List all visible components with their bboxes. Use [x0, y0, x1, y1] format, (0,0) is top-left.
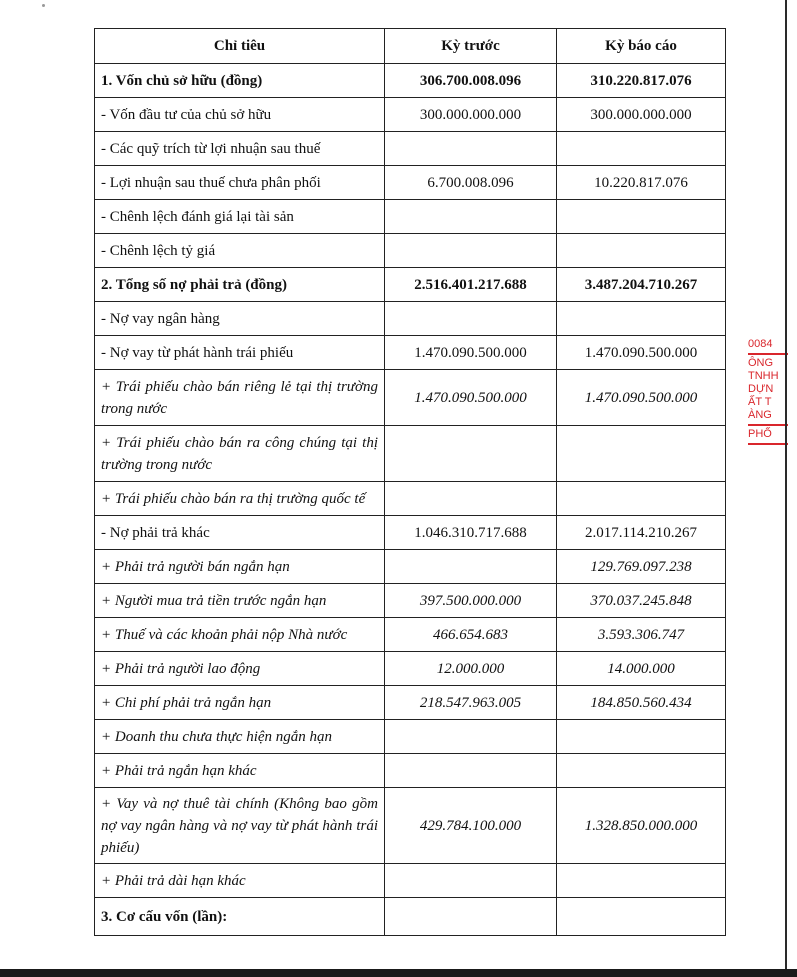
table-row	[95, 132, 726, 166]
reporting-period-value: 3.487.204.710.267	[557, 268, 726, 302]
reporting-period-value: 129.769.097.238	[557, 550, 726, 584]
previous-period-value	[385, 132, 557, 166]
row-label: + Chi phí phải trả ngắn hạn	[95, 686, 385, 720]
previous-period-value: 2.516.401.217.688	[385, 268, 557, 302]
reporting-period-value: 14.000.000	[557, 652, 726, 686]
table-row	[95, 516, 726, 550]
previous-period-value	[385, 550, 557, 584]
previous-period-value	[385, 302, 557, 336]
table-body	[95, 64, 726, 936]
table-header-row	[95, 29, 726, 64]
previous-period-value	[385, 754, 557, 788]
header-previous-period: Kỳ trước	[385, 29, 557, 64]
table-row	[95, 898, 726, 936]
row-label: - Lợi nhuận sau thuế chưa phân phối	[95, 166, 385, 200]
red-seal-stamp	[748, 338, 788, 478]
row-label: + Người mua trả tiền trước ngắn hạn	[95, 584, 385, 618]
row-label: + Doanh thu chưa thực hiện ngắn hạn	[95, 720, 385, 754]
reporting-period-value	[557, 234, 726, 268]
previous-period-value: 1.470.090.500.000	[385, 336, 557, 370]
table-row	[95, 426, 726, 482]
stamp-line: ÀNG	[748, 409, 772, 421]
header-indicator: Chỉ tiêu	[95, 29, 385, 64]
table-row	[95, 618, 726, 652]
row-label: 3. Cơ cấu vốn (lần):	[95, 898, 385, 936]
row-label: - Nợ vay từ phát hành trái phiếu	[95, 336, 385, 370]
reporting-period-value: 1.470.090.500.000	[557, 336, 726, 370]
previous-period-value	[385, 482, 557, 516]
row-label: - Chênh lệch tỷ giá	[95, 234, 385, 268]
reporting-period-value	[557, 754, 726, 788]
table-row	[95, 720, 726, 754]
previous-period-value	[385, 234, 557, 268]
stamp-line: PHỐ	[748, 428, 772, 440]
reporting-period-value	[557, 132, 726, 166]
row-label: + Phải trả người bán ngắn hạn	[95, 550, 385, 584]
table-row	[95, 64, 726, 98]
row-label: 2. Tổng số nợ phải trả (đồng)	[95, 268, 385, 302]
table-row	[95, 550, 726, 584]
table-row	[95, 166, 726, 200]
row-label: + Phải trả ngắn hạn khác	[95, 754, 385, 788]
reporting-period-value: 300.000.000.000	[557, 98, 726, 132]
reporting-period-value: 370.037.245.848	[557, 584, 726, 618]
table-row	[95, 686, 726, 720]
previous-period-value: 1.046.310.717.688	[385, 516, 557, 550]
stamp-line: DỰN	[748, 383, 774, 395]
row-label: - Nợ vay ngân hàng	[95, 302, 385, 336]
previous-period-value: 6.700.008.096	[385, 166, 557, 200]
row-label: + Thuế và các khoản phải nộp Nhà nước	[95, 618, 385, 652]
previous-period-value: 397.500.000.000	[385, 584, 557, 618]
page-bottom-edge	[0, 969, 797, 977]
row-label: + Vay và nợ thuê tài chính (Không bao gồm nợ vay ngân hàng và nợ vay từ phát hành trái phiếu)	[95, 788, 385, 864]
table-row	[95, 864, 726, 898]
header-reporting-period: Kỳ báo cáo	[557, 29, 726, 64]
table-row	[95, 584, 726, 618]
table-row	[95, 482, 726, 516]
stamp-rule	[748, 353, 788, 355]
reporting-period-value: 1.470.090.500.000	[557, 370, 726, 426]
reporting-period-value	[557, 200, 726, 234]
previous-period-value	[385, 720, 557, 754]
row-label: + Trái phiếu chào bán ra thị trường quốc tế	[95, 482, 385, 516]
table-row	[95, 302, 726, 336]
previous-period-value: 218.547.963.005	[385, 686, 557, 720]
reporting-period-value	[557, 482, 726, 516]
table-row	[95, 98, 726, 132]
row-label: - Chênh lệch đánh giá lại tài sản	[95, 200, 385, 234]
previous-period-value: 1.470.090.500.000	[385, 370, 557, 426]
stamp-line: ÔNG	[748, 357, 774, 369]
stamp-rule	[748, 424, 788, 426]
table-row	[95, 200, 726, 234]
reporting-period-value	[557, 864, 726, 898]
stamp-line: ẤT T	[748, 396, 772, 408]
reporting-period-value	[557, 720, 726, 754]
stamp-line: TNHH	[748, 370, 779, 382]
previous-period-value: 12.000.000	[385, 652, 557, 686]
previous-period-value	[385, 864, 557, 898]
row-label: - Vốn đầu tư của chủ sở hữu	[95, 98, 385, 132]
row-label: + Phải trả người lao động	[95, 652, 385, 686]
previous-period-value: 300.000.000.000	[385, 98, 557, 132]
reporting-period-value: 10.220.817.076	[557, 166, 726, 200]
table-row	[95, 336, 726, 370]
reporting-period-value	[557, 302, 726, 336]
previous-period-value	[385, 898, 557, 936]
reporting-period-value: 3.593.306.747	[557, 618, 726, 652]
table-row	[95, 234, 726, 268]
table-row	[95, 268, 726, 302]
row-label: 1. Vốn chủ sở hữu (đồng)	[95, 64, 385, 98]
row-label: - Nợ phải trả khác	[95, 516, 385, 550]
table-row	[95, 370, 726, 426]
reporting-period-value: 184.850.560.434	[557, 686, 726, 720]
financial-table	[94, 28, 726, 936]
previous-period-value: 466.654.683	[385, 618, 557, 652]
table-row	[95, 788, 726, 864]
previous-period-value: 306.700.008.096	[385, 64, 557, 98]
row-label: + Trái phiếu chào bán riêng lẻ tại thị trường trong nước	[95, 370, 385, 426]
previous-period-value: 429.784.100.000	[385, 788, 557, 864]
previous-period-value	[385, 426, 557, 482]
table-row	[95, 754, 726, 788]
row-label: - Các quỹ trích từ lợi nhuận sau thuế	[95, 132, 385, 166]
page-right-edge	[785, 0, 787, 969]
stamp-rule	[748, 443, 788, 445]
stamp-line: 0084	[748, 338, 773, 350]
table-row	[95, 652, 726, 686]
reporting-period-value: 2.017.114.210.267	[557, 516, 726, 550]
reporting-period-value: 310.220.817.076	[557, 64, 726, 98]
reporting-period-value	[557, 898, 726, 936]
row-label: + Trái phiếu chào bán ra công chúng tại thị trường trong nước	[95, 426, 385, 482]
reporting-period-value: 1.328.850.000.000	[557, 788, 726, 864]
row-label: + Phải trả dài hạn khác	[95, 864, 385, 898]
scan-speck	[42, 4, 45, 7]
previous-period-value	[385, 200, 557, 234]
reporting-period-value	[557, 426, 726, 482]
